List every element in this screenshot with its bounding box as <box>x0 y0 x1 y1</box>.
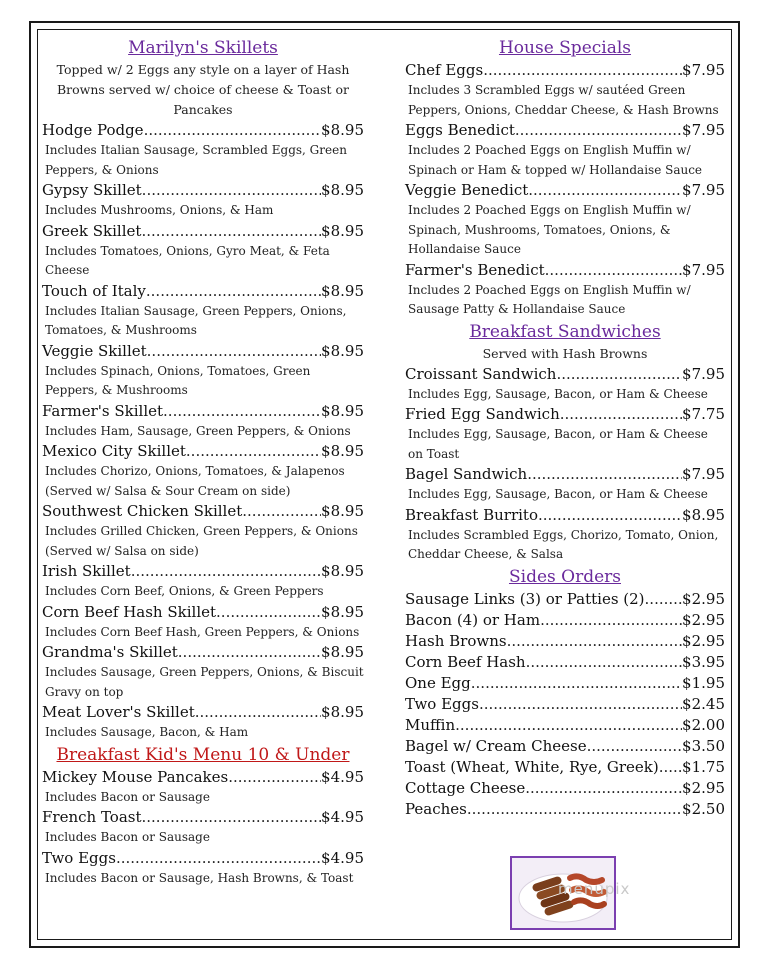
dot-leader <box>131 561 321 582</box>
item-description: Includes Bacon or Sausage <box>45 789 210 804</box>
menu-item <box>405 505 725 565</box>
item-price: $1.75 <box>682 757 725 776</box>
dot-leader <box>142 807 322 828</box>
item-description: Includes Egg, Sausage, Bacon, or Ham & Cheese on Toast <box>408 427 708 461</box>
item-price: $3.50 <box>682 736 725 755</box>
dot-leader <box>515 120 682 141</box>
item-price: $2.95 <box>682 631 725 650</box>
item-description: Includes Italian Sausage, Green Peppers, Onions, Tomatoes, & Mushrooms <box>45 303 347 337</box>
watermark: menupix <box>558 880 631 898</box>
item-description: Includes 2 Poached Eggs on English Muffin w/ Sausage Patty & Hollandaise Sauce <box>408 282 691 316</box>
dot-leader <box>525 778 682 799</box>
dot-leader <box>186 441 321 462</box>
item-name: Gypsy Skillet <box>42 181 142 199</box>
item-description: Includes Chorizo, Onions, Tomatoes, & Jalapenos (Served w/ Salsa & Sour Cream on side) <box>45 464 345 498</box>
item-description: Includes Grilled Chicken, Green Peppers, & Onions (Served w/ Salsa on side) <box>45 524 358 558</box>
dot-leader <box>216 602 321 623</box>
item-name: Bacon (4) or Ham <box>405 610 541 629</box>
menu-item <box>405 464 725 505</box>
dot-leader <box>507 631 682 652</box>
item-price: $2.95 <box>682 589 725 608</box>
item-name: Sausage Links (3) or Patties (2) <box>405 589 645 608</box>
item-name: Mickey Mouse Pancakes <box>42 767 229 786</box>
dot-leader <box>141 221 321 242</box>
menu-item <box>42 767 364 808</box>
item-price: $2.45 <box>682 694 725 713</box>
dot-leader <box>116 848 321 869</box>
item-name: Veggie Skillet <box>42 341 147 360</box>
menu-item <box>42 702 364 743</box>
menu-item <box>42 561 364 602</box>
item-price: $8.95 <box>321 442 364 460</box>
item-description: Includes Bacon or Sausage, Hash Browns, & Toast <box>45 870 354 885</box>
item-price: $2.95 <box>682 778 725 797</box>
dot-leader <box>146 281 321 302</box>
item-name: Peaches <box>405 799 467 818</box>
menu-item <box>42 401 364 442</box>
item-name: Bagel Sandwich <box>405 465 528 483</box>
item-description: Includes Mushrooms, Onions, & Ham <box>45 203 274 217</box>
item-name: Farmer's Benedict <box>405 260 545 279</box>
side-item <box>405 736 725 757</box>
dot-leader <box>526 652 682 673</box>
side-item <box>405 631 725 652</box>
menu-item <box>405 404 725 464</box>
dot-leader <box>142 180 321 201</box>
side-item <box>405 673 725 694</box>
item-name: Hash Browns <box>405 631 507 650</box>
dot-leader <box>560 404 682 425</box>
dot-leader <box>147 341 321 362</box>
side-item <box>405 778 725 799</box>
item-description: Includes Spinach, Onions, Tomatoes, Green Peppers, & Mushrooms <box>45 363 311 397</box>
menu-item <box>42 441 364 501</box>
item-name: Croissant Sandwich <box>405 364 557 383</box>
breakfast-sandwiches-heading: Breakfast Sandwiches <box>469 321 661 342</box>
dot-leader <box>467 799 682 820</box>
item-description: Includes Bacon or Sausage <box>45 830 210 844</box>
dot-leader <box>228 767 321 788</box>
item-description: Includes 2 Poached Eggs on English Muffin w/ Spinach or Ham & topped w/ Hollandaise Sauce <box>408 143 703 177</box>
dot-leader <box>659 757 682 778</box>
item-name: Veggie Benedict <box>405 181 529 199</box>
item-name: Fried Egg Sandwich <box>405 405 560 423</box>
item-name: Grandma's Skillet <box>42 643 178 661</box>
item-name: Corn Beef Hash Skillet <box>42 602 217 621</box>
dot-leader <box>163 401 321 422</box>
menu-item <box>42 281 364 341</box>
item-description: Includes Corn Beef Hash, Green Peppers, & Onions <box>45 624 360 639</box>
item-price: $8.95 <box>321 281 364 300</box>
item-price: $1.95 <box>682 673 725 692</box>
item-price: $7.95 <box>682 465 725 483</box>
menu-item <box>42 602 364 643</box>
item-name: Muffin <box>405 715 456 734</box>
right-column <box>405 36 725 820</box>
item-price: $8.95 <box>321 643 364 661</box>
dot-leader <box>527 464 682 485</box>
item-description: Includes Egg, Sausage, Bacon, or Ham & Cheese <box>408 487 708 501</box>
item-price: $7.95 <box>682 181 725 199</box>
item-name: Cottage Cheese <box>405 778 526 797</box>
side-item <box>405 589 725 610</box>
side-item <box>405 799 725 820</box>
item-name: Chef Eggs <box>405 61 484 79</box>
item-name: Farmer's Skillet <box>42 401 164 420</box>
item-price: $2.95 <box>682 610 725 629</box>
item-price: $8.95 <box>321 181 364 199</box>
menu-item <box>42 221 364 281</box>
skillets-intro: Topped w/ 2 Eggs any style on a layer of Hash Browns served w/ choice of cheese & Toast or Pancakes <box>56 62 350 117</box>
item-name: Eggs Benedict <box>405 121 515 139</box>
item-name: Bagel w/ Cream Cheese <box>405 736 587 755</box>
sides-orders-heading: Sides Orders <box>508 566 621 587</box>
left-column <box>42 36 364 888</box>
dot-leader <box>587 736 682 757</box>
dot-leader <box>455 715 682 736</box>
item-price: $8.95 <box>321 562 364 580</box>
item-name: Two Eggs <box>42 848 116 867</box>
item-description: Includes 2 Poached Eggs on English Muffin w/ Spinach, Mushrooms, Tomatoes, Onions, & Hollandaise Sauce <box>408 203 691 256</box>
dot-leader <box>195 702 321 723</box>
item-name: Two Eggs <box>405 694 479 713</box>
item-name: One Egg <box>405 673 471 692</box>
dot-leader <box>479 694 682 715</box>
menu-item <box>42 848 364 889</box>
dot-leader <box>528 180 682 201</box>
item-price: $8.95 <box>321 121 364 139</box>
item-name: Mexico City Skillet <box>42 442 186 460</box>
menu-item <box>405 60 725 120</box>
item-description: Includes Tomatoes, Onions, Gyro Meat, & Feta Cheese <box>45 243 330 277</box>
item-price: $8.95 <box>682 505 725 524</box>
item-price: $7.95 <box>682 61 725 79</box>
item-description: Includes Sausage, Green Peppers, Onions, & Biscuit Gravy on top <box>45 665 364 699</box>
item-price: $8.95 <box>321 602 364 621</box>
item-name: Hodge Podge <box>42 121 144 139</box>
item-price: $8.95 <box>321 341 364 360</box>
menu-item <box>405 120 725 180</box>
item-name: Breakfast Burrito <box>405 505 538 524</box>
dot-leader <box>178 642 321 663</box>
menu-item <box>405 180 725 260</box>
item-description: Includes Scrambled Eggs, Chorizo, Tomato, Onion, Cheddar Cheese, & Salsa <box>408 527 719 561</box>
item-price: $3.95 <box>682 652 725 671</box>
side-item <box>405 652 725 673</box>
house-specials-heading: House Specials <box>498 38 632 58</box>
item-description: Includes Italian Sausage, Scrambled Eggs, Green Peppers, & Onions <box>45 143 347 177</box>
dot-leader <box>556 364 682 385</box>
item-price: $8.95 <box>321 401 364 420</box>
menu-item <box>42 807 364 848</box>
menu-item <box>42 501 364 561</box>
item-name: French Toast <box>42 808 142 826</box>
item-name: Southwest Chicken Skillet <box>42 502 243 520</box>
item-price: $4.95 <box>321 808 364 826</box>
item-name: Greek Skillet <box>42 221 142 240</box>
menu-item <box>42 180 364 221</box>
item-price: $7.75 <box>682 405 725 423</box>
dot-leader <box>144 120 321 141</box>
item-name: Meat Lover's Skillet <box>42 703 195 721</box>
menu-item <box>405 364 725 405</box>
menu-item <box>42 120 364 180</box>
item-description: Includes Sausage, Bacon, & Ham <box>45 725 249 739</box>
item-price: $4.95 <box>321 848 364 867</box>
side-item <box>405 757 725 778</box>
item-price: $2.50 <box>682 799 725 818</box>
sandwiches-intro: Served with Hash Browns <box>482 345 648 361</box>
item-price: $4.95 <box>321 767 364 786</box>
dot-leader <box>540 610 682 631</box>
menu-item <box>42 341 364 401</box>
item-price: $7.95 <box>682 121 725 139</box>
item-name: Irish Skillet <box>42 562 131 580</box>
dot-leader <box>538 505 682 526</box>
side-item <box>405 610 725 631</box>
dot-leader <box>483 60 682 81</box>
dot-leader <box>242 501 321 522</box>
item-price: $8.95 <box>321 221 364 240</box>
skillets-heading: Marilyn's Skillets <box>128 38 278 58</box>
side-item <box>405 694 725 715</box>
dot-leader <box>545 260 682 281</box>
item-name: Touch of Italy <box>42 281 146 300</box>
item-description: Includes Egg, Sausage, Bacon, or Ham & Cheese <box>408 386 708 401</box>
item-price: $2.00 <box>682 715 725 734</box>
dot-leader <box>645 589 683 610</box>
item-price: $7.95 <box>682 260 725 279</box>
kids-menu-heading: Breakfast Kid's Menu 10 & Under <box>56 744 350 765</box>
item-description: Includes Ham, Sausage, Green Peppers, & Onions <box>45 423 351 438</box>
side-item <box>405 715 725 736</box>
item-name: Corn Beef Hash <box>405 652 526 671</box>
item-name: Toast (Wheat, White, Rye, Greek) <box>405 757 659 776</box>
menu-item <box>42 642 364 702</box>
menu-item <box>405 260 725 320</box>
dot-leader <box>471 673 682 694</box>
item-description: Includes Corn Beef, Onions, & Green Peppers <box>45 584 324 598</box>
item-price: $7.95 <box>682 364 725 383</box>
item-price: $8.95 <box>321 703 364 721</box>
item-description: Includes 3 Scrambled Eggs w/ sautéed Green Peppers, Onions, Cheddar Cheese, & Hash Browns <box>408 83 719 117</box>
item-price: $8.95 <box>321 502 364 520</box>
